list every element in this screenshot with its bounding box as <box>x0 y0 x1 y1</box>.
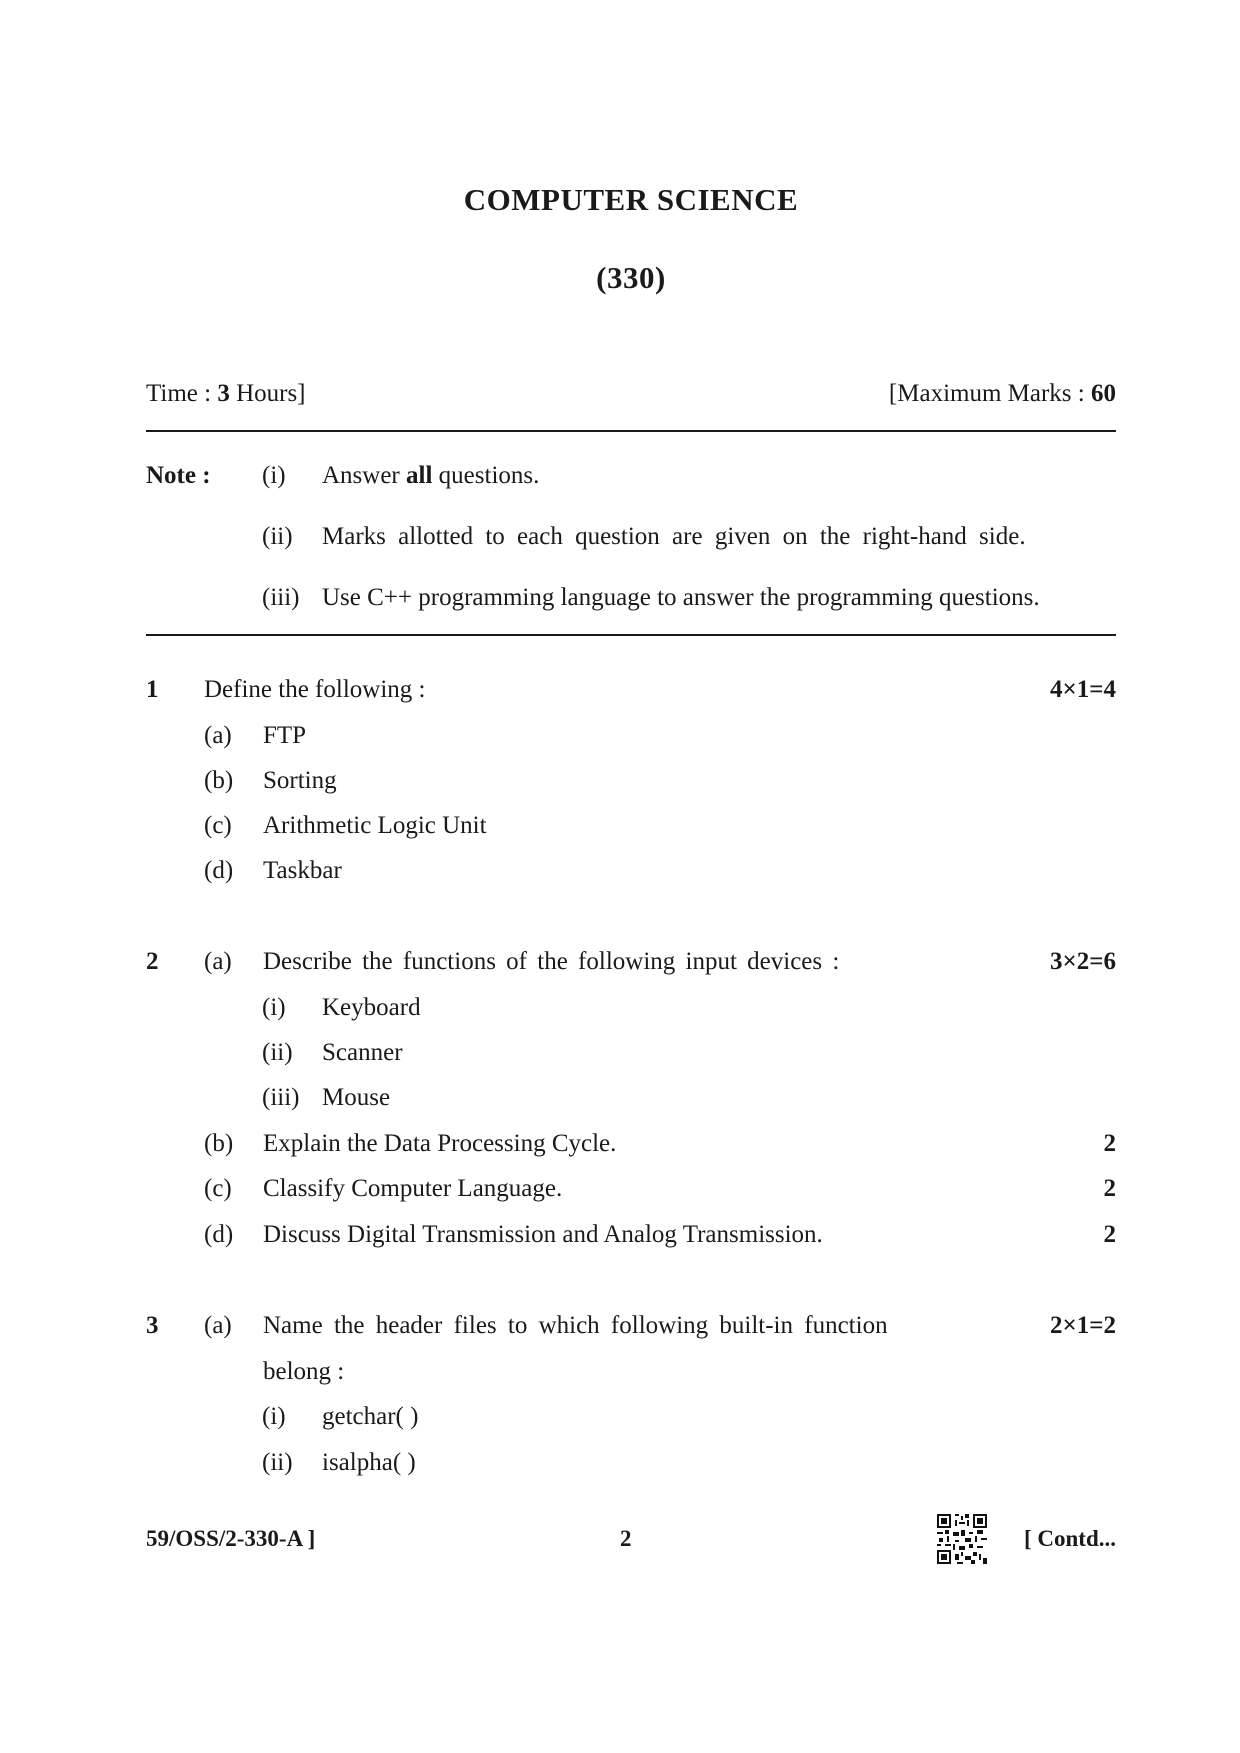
sub-item-text: isalpha( ) <box>322 1449 416 1476</box>
question-marks: 2×1=2 <box>1050 1312 1116 1339</box>
part-text: Taskbar <box>263 857 342 884</box>
part-label: (c) <box>204 812 232 839</box>
page-number: 2 <box>620 1526 632 1551</box>
question-marks: 4×1=4 <box>1050 676 1116 703</box>
part-marks: 2 <box>1103 1130 1116 1157</box>
time-allowed: Time : 3 Hours] <box>146 380 306 407</box>
note-item-num: (iii) <box>262 584 300 611</box>
note-item-text: Marks allotted to each question are given on the right-hand side. <box>322 523 1026 550</box>
note-item-num: (ii) <box>262 523 293 550</box>
note-item-num: (i) <box>262 462 286 489</box>
note-label: Note : <box>146 462 211 489</box>
part-label: (a) <box>204 722 232 749</box>
part-label: (a) <box>204 948 232 975</box>
sub-item-label: (iii) <box>262 1084 300 1111</box>
part-label: (c) <box>204 1175 232 1202</box>
part-label: (a) <box>204 1312 232 1339</box>
sub-item-text: Keyboard <box>322 994 421 1021</box>
part-marks: 2 <box>1103 1175 1116 1202</box>
part-text: Classify Computer Language. <box>263 1175 563 1202</box>
sub-item-text: Mouse <box>322 1084 391 1111</box>
question-number: 1 <box>146 676 159 703</box>
part-text: Sorting <box>263 767 337 794</box>
sub-item-label: (ii) <box>262 1449 293 1476</box>
note-item-text: Use C++ programming language to answer the programming questions. <box>322 584 1040 611</box>
part-label: (d) <box>204 857 234 884</box>
part-text: Describe the functions of the following input devices : <box>263 948 840 975</box>
paper-title: COMPUTER SCIENCE <box>463 182 799 217</box>
question-number: 2 <box>146 948 159 975</box>
question-marks: 3×2=6 <box>1050 948 1116 975</box>
maximum-marks: [Maximum Marks : 60 <box>888 380 1116 407</box>
paper-code: 59/OSS/2-330-A ] <box>146 1526 316 1551</box>
part-text: Arithmetic Logic Unit <box>263 812 487 839</box>
continued-note: [ Contd... <box>1023 1526 1116 1551</box>
sub-item-label: (i) <box>262 1403 286 1430</box>
part-label: (b) <box>204 1130 234 1157</box>
part-label: (b) <box>204 767 234 794</box>
header-divider <box>146 430 1116 432</box>
sub-item-text: getchar( ) <box>322 1403 419 1430</box>
part-text: Explain the Data Processing Cycle. <box>263 1130 617 1157</box>
subject-code: (330) <box>596 260 666 295</box>
part-text: Discuss Digital Transmission and Analog Transmission. <box>263 1221 823 1248</box>
part-label: (d) <box>204 1221 234 1248</box>
note-divider <box>146 634 1116 636</box>
question-number: 3 <box>146 1312 159 1339</box>
part-text: Name the header files to which following built-in function <box>263 1312 888 1339</box>
sub-item-text: Scanner <box>322 1039 403 1066</box>
question-text: Define the following : <box>204 676 426 703</box>
sub-item-label: (i) <box>262 994 286 1021</box>
sub-item-label: (ii) <box>262 1039 293 1066</box>
part-text: FTP <box>263 722 307 749</box>
part-marks: 2 <box>1103 1221 1116 1248</box>
part-text-continued: belong : <box>263 1358 345 1385</box>
note-item-text: Answer all questions. <box>322 462 540 489</box>
